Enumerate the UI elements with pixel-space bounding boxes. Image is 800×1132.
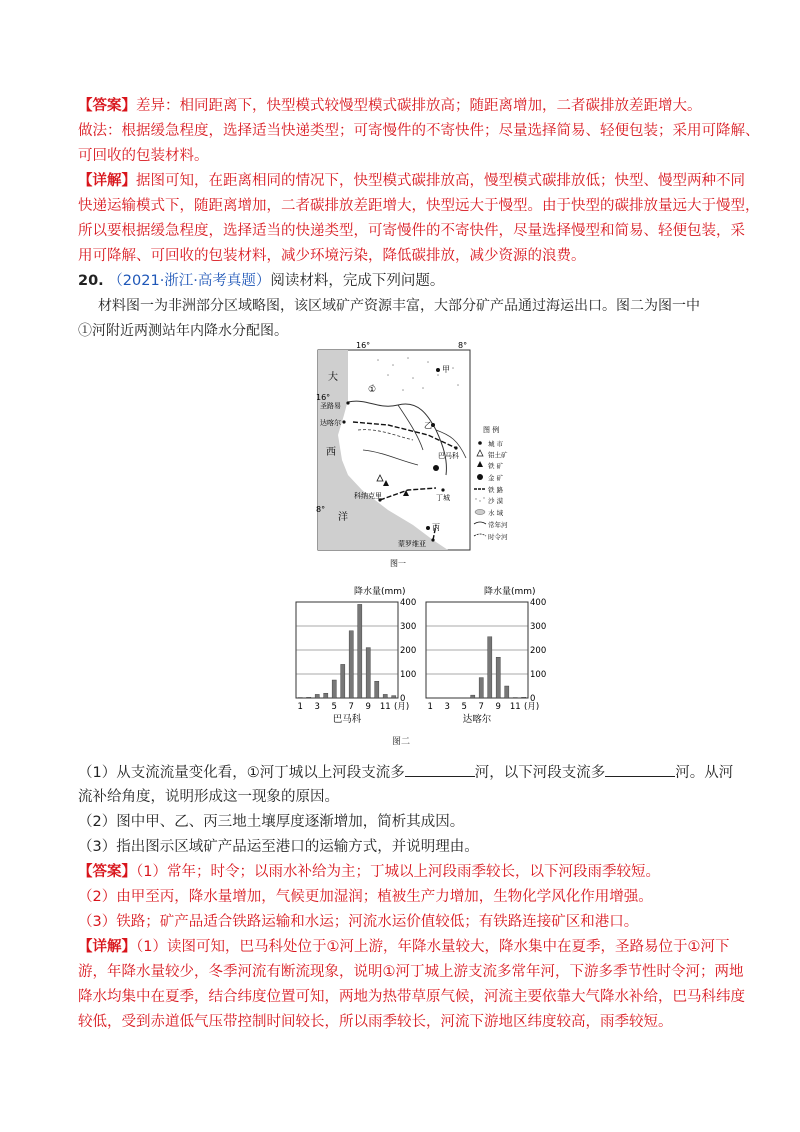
blank-2[interactable] <box>605 762 675 777</box>
answer-text: 差异：相同距离下，快型模式较慢型模式碳排放高；随距离增加，二者碳排放差距增大。 <box>136 98 702 114</box>
q19-answer-line-1 <box>78 96 702 116</box>
legend-item-seasonal-river: 时令河 <box>488 533 508 541</box>
bar-9 <box>496 657 500 698</box>
x-tick-label: 1 <box>297 702 303 712</box>
x-tick-label: 11 <box>379 702 391 712</box>
legend-city-icon <box>478 441 482 445</box>
q19-detail-line-2: 快递运输模式下，随距离增加，二者碳排放差距增大，快型远大于慢型。由于快型的碳排放量远大于慢型， <box>78 198 760 214</box>
legend-perennial-river-icon <box>474 522 486 524</box>
bar-10 <box>375 681 379 698</box>
city-dakar-marker <box>342 420 345 423</box>
bar-5 <box>332 680 336 698</box>
map-lat-8: 8° <box>316 505 326 514</box>
y-tick-label: 200 <box>530 646 547 656</box>
legend-iron-icon <box>477 461 483 467</box>
map-caption: 图一 <box>390 559 406 568</box>
bar-4 <box>324 693 328 698</box>
city-jia: 甲 <box>442 365 450 374</box>
bar-3 <box>315 694 319 698</box>
legend-item-iron: 铁 矿 <box>488 462 504 470</box>
detail-tag: 【详解】 <box>78 939 136 955</box>
city-ding: 丁城 <box>436 494 450 502</box>
answer-tag: 【答案】 <box>78 98 136 114</box>
y-tick-label: 100 <box>530 670 547 680</box>
detail-text: （1）读图可知，巴马科处位于①河上游，年降水量较大，降水集中在夏季，圣路易位于①河下 <box>136 939 730 955</box>
figure-map <box>318 340 518 568</box>
q20-sub-2: （2）图中甲、乙、丙三地土壤厚度逐渐增加，简析其成因。 <box>78 814 465 830</box>
x-tick-label: 5 <box>461 702 467 712</box>
map-ocean-label-3: 洋 <box>338 512 348 523</box>
q19-detail-line-3: 所以要根据缓急程度，选择适当的快递类型，可寄慢件的不寄快件，尽量选择慢型和简易、轻便包装，采 <box>78 223 745 239</box>
detail-text: 据图可知，在距离相同的情况下，快型模式碳排放高，慢型模式碳排放低；快型、慢型两种不同 <box>136 173 745 189</box>
sub1-part-c: 河。从河 <box>675 765 734 781</box>
map-river-label: ① <box>368 385 377 395</box>
q20-answer-line-1 <box>78 862 660 882</box>
chart-title: 达喀尔 <box>462 714 492 725</box>
bar-7 <box>479 678 483 698</box>
legend-item-perennial-river: 常年河 <box>488 521 508 529</box>
x-tick-label: 7 <box>478 702 484 712</box>
legend-item-desert: 沙 漠 <box>488 497 504 505</box>
map-lon-8: 8° <box>458 341 468 350</box>
q20-detail-line-3: 降水均集中在夏季，结合纬度位置可知，两地为热带草原气候，河流主要依靠大气降水补给，巴马科纬度 <box>78 989 745 1005</box>
q20-header <box>78 271 444 291</box>
charts-caption: 图二 <box>392 737 411 747</box>
legend-item-gold: 金 矿 <box>488 474 504 482</box>
legend-item-bauxite: 铝土矿 <box>488 451 508 459</box>
x-axis-unit: (月) <box>394 702 410 712</box>
map-lat-16: 16° <box>316 393 331 402</box>
q20-detail-line-4: 较低，受到赤道低气压带控制时间较长，所以雨季较长，河流下游地区纬度较高，雨季较短。 <box>78 1014 673 1030</box>
bar-8 <box>358 604 362 698</box>
chart-bamako <box>282 582 417 732</box>
city-bing-marker <box>426 526 430 530</box>
chart-ylabel: 降水量(mm) <box>354 587 406 597</box>
q20-sub-1 <box>78 762 733 783</box>
bar-10 <box>505 686 509 698</box>
bar-11 <box>383 694 387 698</box>
material-line-1: 材料图一为非洲部分区域略图，该区域矿产资源丰富，大部分矿产品通过海运出口。图二为图一中 <box>98 298 700 314</box>
city-monrovia-marker <box>431 538 434 541</box>
bar-8 <box>488 637 492 698</box>
y-tick-label: 200 <box>400 646 417 656</box>
city-jia-marker <box>436 368 440 372</box>
q20-sub-1-line-2: 流补给角度，说明形成这一现象的原因。 <box>78 789 339 805</box>
chart-ylabel: 降水量(mm) <box>484 587 536 597</box>
bar-6 <box>471 695 475 698</box>
x-tick-label: 1 <box>427 702 433 712</box>
q20-answer-line-2: （2）由甲至丙，降水量增加，气候更加湿润；植被生产力增加，生物化学风化作用增强。 <box>78 889 653 905</box>
city-bamako: 巴马科 <box>438 452 459 460</box>
city-yi: 乙 <box>424 421 432 430</box>
detail-tag: 【详解】 <box>78 173 136 189</box>
city-bamako-marker <box>454 446 457 449</box>
city-ding-marker <box>441 488 444 491</box>
map-ocean-label-1: 大 <box>328 372 338 383</box>
legend-title: 图 例 <box>483 426 500 434</box>
answer-tag: 【答案】 <box>78 864 136 880</box>
y-tick-label: 300 <box>400 622 417 632</box>
bar-9 <box>366 648 370 698</box>
x-tick-label: 11 <box>509 702 521 712</box>
question-prompt: 阅读材料，完成下列问题。 <box>270 273 445 289</box>
map-legend <box>474 425 508 541</box>
x-tick-label: 9 <box>365 702 371 712</box>
y-tick-label: 100 <box>400 670 417 680</box>
legend-water-icon <box>475 510 485 515</box>
question-number: 20. <box>78 273 104 289</box>
map-ocean-label-2: 西 <box>326 447 336 458</box>
blank-1[interactable] <box>405 762 475 777</box>
q20-sub-3: （3）指出图示区域矿产品运至港口的运输方式，并说明理由。 <box>78 839 479 855</box>
map-lon-16: 16° <box>356 341 371 350</box>
city-saint-louis-marker <box>346 401 349 404</box>
legend-seasonal-river-icon <box>474 534 486 536</box>
legend-gold-icon <box>477 474 483 480</box>
answer-1: （1）常年；时令；以雨水补给为主；丁城以上河段雨季较长，以下河段雨季较短。 <box>136 864 660 880</box>
bar-12 <box>392 696 396 698</box>
material-line-2: ①河附近两测站年内降水分配图。 <box>78 323 288 339</box>
gold-mine-icon <box>433 465 439 471</box>
x-tick-label: 5 <box>331 702 337 712</box>
q20-answer-line-3: （3）铁路；矿产品适合铁路运输和水运；河流水运价值较低；有铁路连接矿区和港口。 <box>78 914 639 930</box>
y-tick-label: 400 <box>530 598 547 608</box>
q19-detail-line-4: 用可降解、可回收的包装材料，减少环境污染，降低碳排放，减少资源的浪费。 <box>78 248 586 264</box>
x-tick-label: 3 <box>314 702 320 712</box>
y-tick-label: 0 <box>400 694 406 704</box>
bar-7 <box>349 631 353 698</box>
q20-detail-line-2: 游，年降水量较少，冬季河流有断流现象，说明①河丁城上游支流多常年河，下游多季节性时令河；两地 <box>78 964 744 980</box>
y-tick-label: 300 <box>530 622 547 632</box>
x-tick-label: 7 <box>348 702 354 712</box>
legend-item-railway: 铁 路 <box>488 486 504 494</box>
city-conakry: 科纳克里 <box>354 492 382 500</box>
q19-answer-line-2: 做法：根据缓急程度，选择适当快递类型；可寄慢件的不寄快件；尽量选择简易、轻便包装；采用可降解、 <box>78 123 760 139</box>
y-tick-label: 400 <box>400 598 417 608</box>
city-bing: 丙 <box>432 523 440 532</box>
legend-bauxite-icon <box>477 450 483 456</box>
bar-2 <box>307 697 311 698</box>
x-tick-label: 3 <box>444 702 450 712</box>
city-dakar: 达喀尔 <box>320 419 341 427</box>
legend-desert-icon <box>475 497 484 501</box>
city-saint-louis: 圣路易 <box>320 402 341 410</box>
city-monrovia: 蒙罗维亚 <box>398 540 426 548</box>
q19-answer-line-3: 可回收的包装材料。 <box>78 148 209 164</box>
bar-12 <box>522 697 526 698</box>
chart-dakar <box>412 582 547 732</box>
sub1-part-a: （1）从支流流量变化看，①河丁城以上河段支流多 <box>78 765 405 781</box>
legend-item-city: 城 市 <box>488 440 504 448</box>
bar-6 <box>341 664 345 698</box>
legend-item-water: 水 域 <box>488 509 504 517</box>
sub1-part-b: 河，以下河段支流多 <box>474 765 606 781</box>
chart-title: 巴马科 <box>332 714 362 725</box>
question-source: （2021·浙江·高考真题） <box>108 273 271 289</box>
q20-detail-line-1 <box>78 937 729 957</box>
x-axis-unit: (月) <box>524 702 540 712</box>
y-tick-label: 0 <box>530 694 536 704</box>
x-tick-label: 9 <box>495 702 501 712</box>
q19-detail-line-1 <box>78 171 745 191</box>
